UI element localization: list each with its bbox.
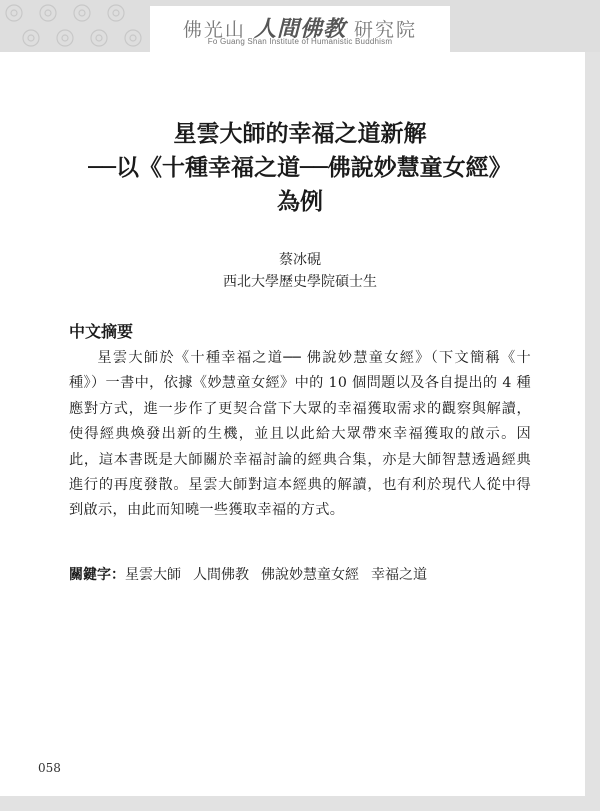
- logo-prefix: 佛光山: [182, 19, 246, 41]
- author-affiliation: 西北大學歷史學院碩士生: [223, 274, 377, 290]
- header-band: [0, 0, 600, 52]
- footer-band: [0, 796, 600, 811]
- title-line-2: ──以《十種幸福之道──佛說妙慧童女經》: [88, 154, 512, 181]
- author-block: [40, 249, 560, 293]
- article-title: [40, 117, 560, 219]
- abstract-heading: 中文摘要: [69, 322, 134, 341]
- right-margin-rail: [585, 52, 600, 796]
- floral-ornament-icon: [0, 0, 150, 52]
- logo-script: 人間佛教: [253, 16, 346, 42]
- institute-logo: [150, 6, 450, 52]
- logo-subtitle: Fo Guang Shan Institute of Humanistic Buddhism: [207, 37, 393, 46]
- keywords-label: 關鍵字：: [69, 567, 125, 583]
- author-name: 蔡冰硯: [279, 252, 321, 268]
- keyword-item: 幸福之道: [371, 567, 427, 583]
- title-line-1: 星雲大師的幸福之道新解: [173, 120, 427, 147]
- title-line-3: 為例: [277, 188, 323, 215]
- abstract-body: 星雲大師於《十種幸福之道── 佛說妙慧童女經》（下文簡稱《十種》）一書中，依據《妙慧童女經》中的 10 個問題以及各自提出的 4 種應對方式，進一步作了更契合當下大眾的幸福獲取需求的觀察與解讀，使得經典煥發出新的生機，並且以此給大眾帶來幸福獲取的啟示。因此，這本書既是大師關於幸福討論的經典合集，亦是大師智慧透過經典進行的再度發散。星雲大師對這本經典的解讀，也有利於現代人從中得到啟示，由此而知曉一些獲取幸福的方式。: [69, 350, 531, 519]
- keywords-line: [69, 564, 439, 584]
- page-number: 058: [38, 761, 61, 775]
- keyword-item: 人間佛教: [193, 567, 249, 583]
- keyword-item: 星雲大師: [125, 567, 181, 583]
- keyword-item: 佛說妙慧童女經: [261, 567, 359, 583]
- logo-suffix: 研究院: [354, 19, 418, 41]
